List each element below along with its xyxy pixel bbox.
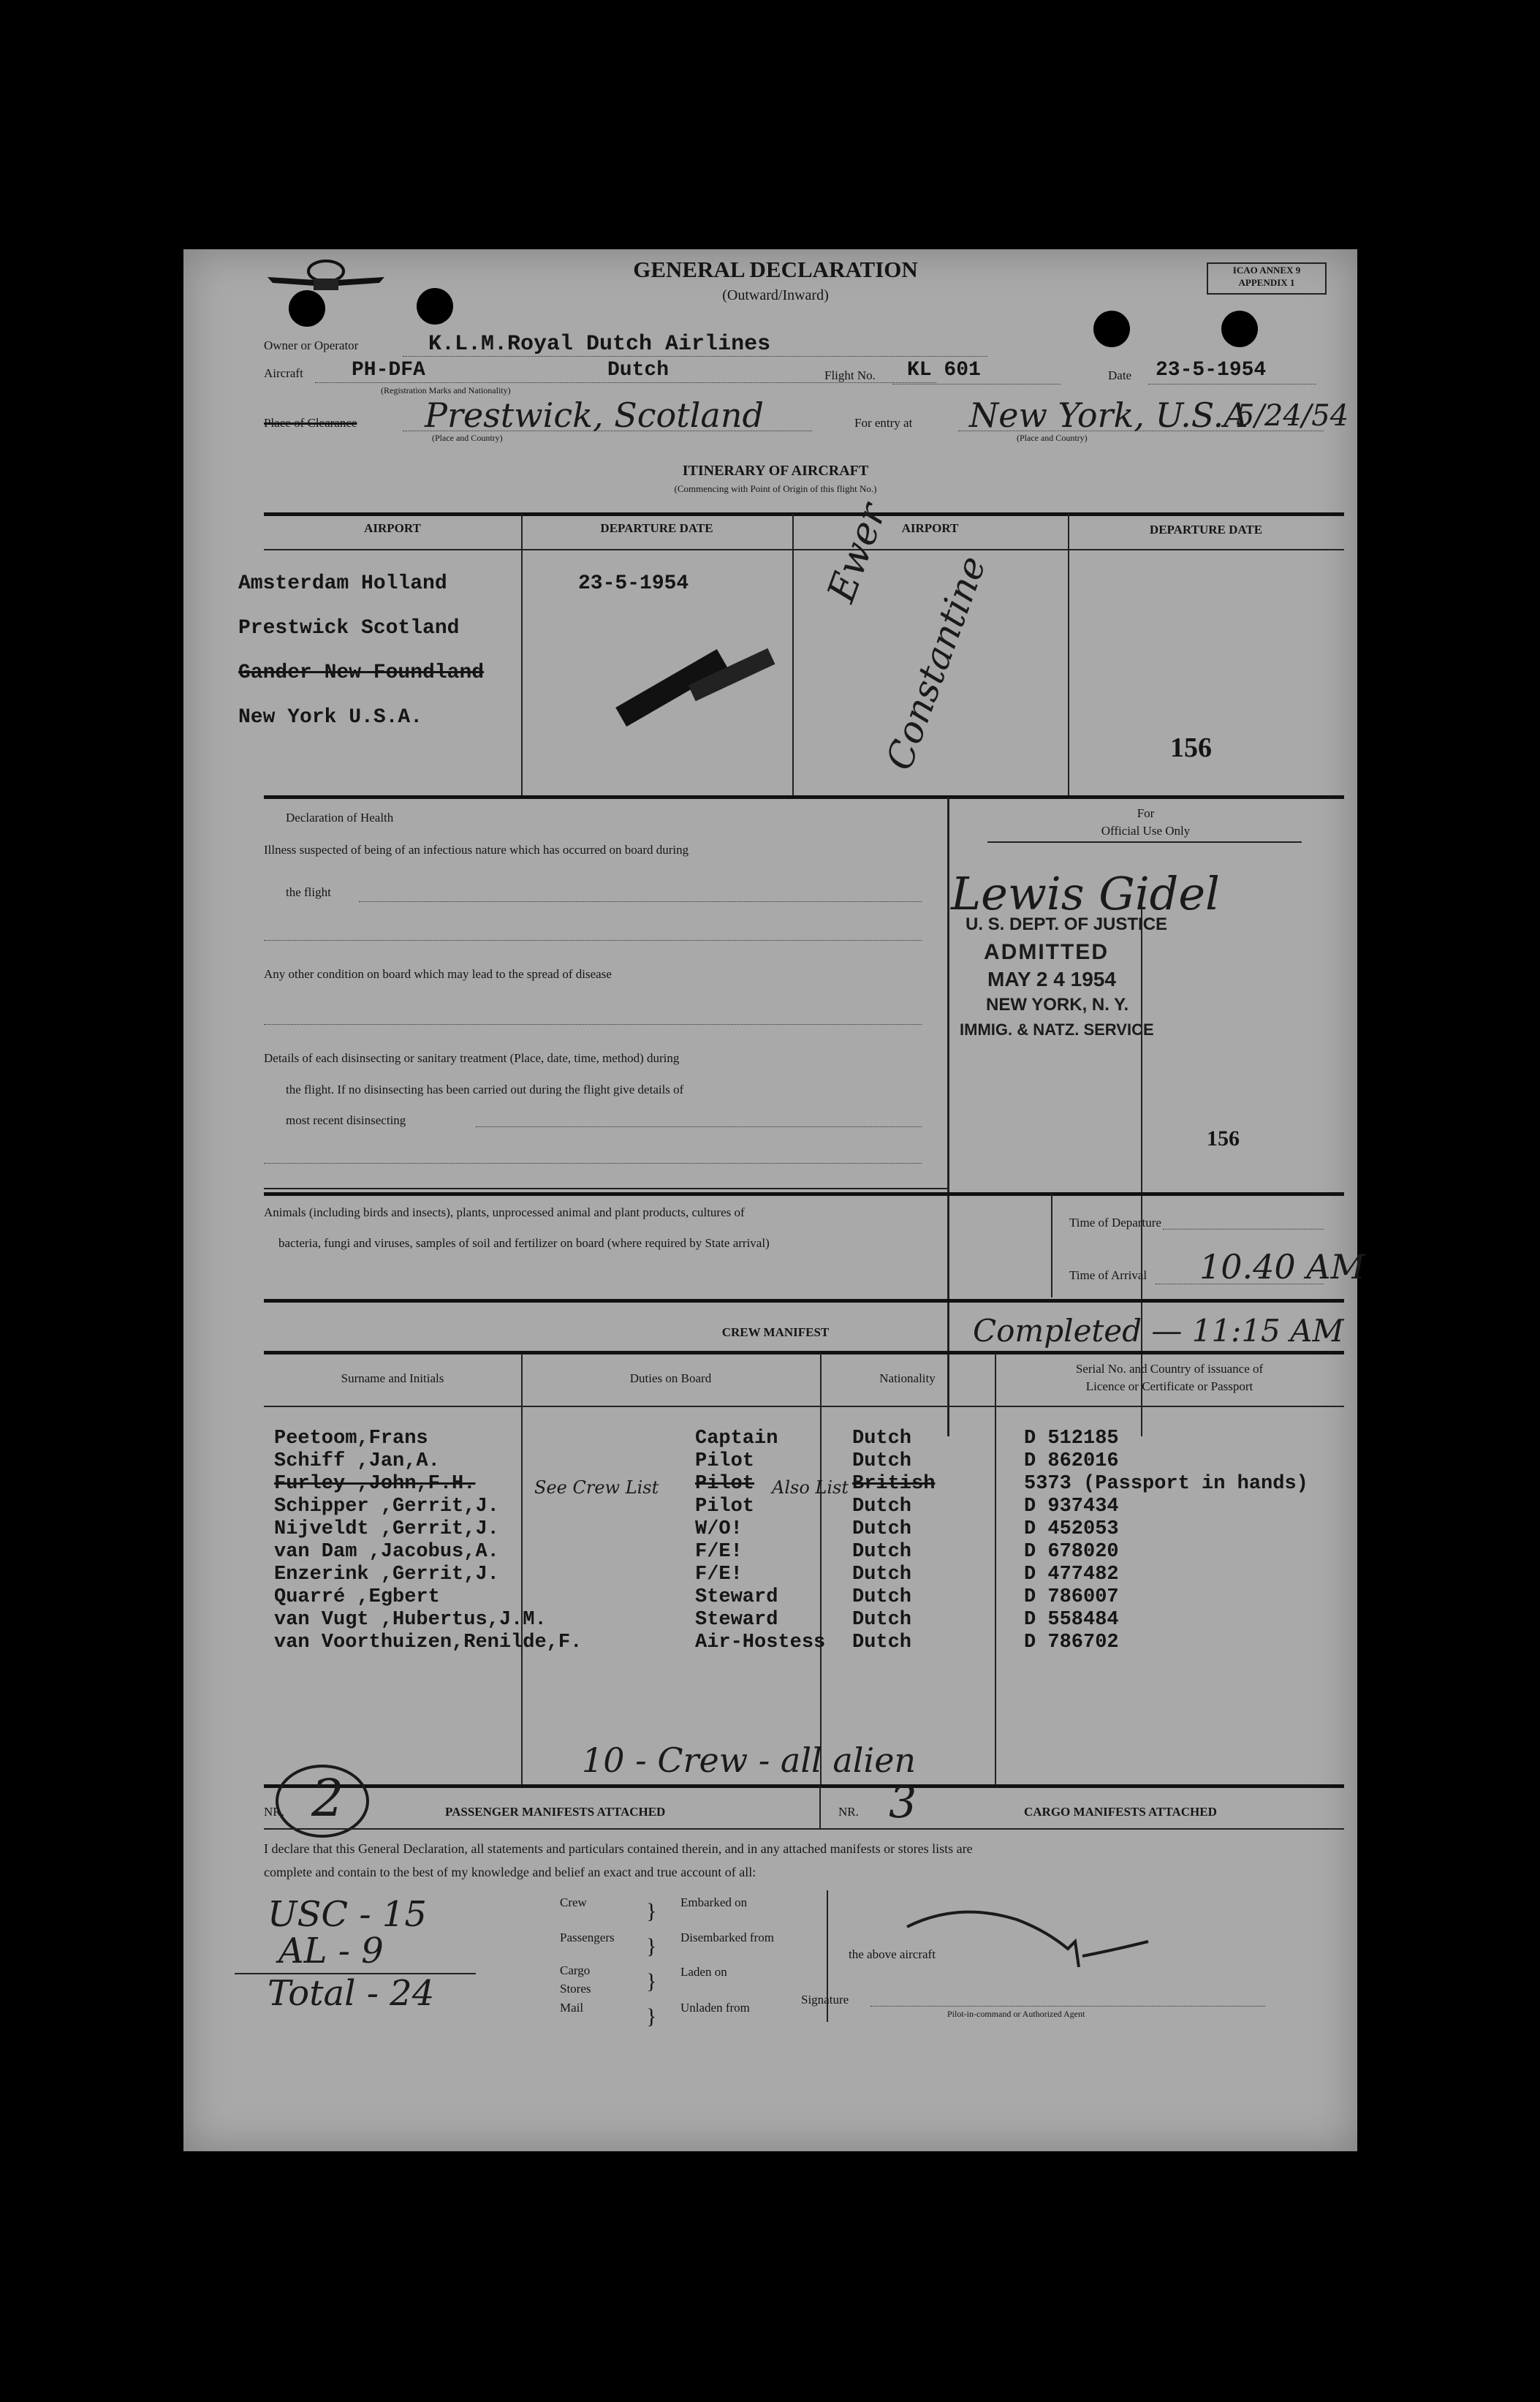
- crew-duty: Pilot: [695, 1496, 755, 1518]
- crew-nationality: Dutch: [852, 1428, 912, 1450]
- passenger-nr-value: 2: [311, 1768, 344, 1828]
- tally-al: AL - 9: [278, 1931, 384, 1971]
- crew-document: D 786702: [1024, 1632, 1119, 1653]
- crew-document: D 786007: [1024, 1586, 1119, 1608]
- crew-document: D 937434: [1024, 1496, 1119, 1518]
- crew-name: van Voorthuizen,Renilde,F.: [274, 1632, 583, 1653]
- circled-number-icon: [264, 1759, 373, 1846]
- crew-nationality: Dutch: [852, 1541, 912, 1563]
- page-number: 156: [1170, 732, 1212, 763]
- crew-document: D 558484: [1024, 1609, 1119, 1631]
- aircraft-sublabel: (Registration Marks and Nationality): [381, 385, 511, 395]
- crew-duty: Pilot: [695, 1473, 755, 1495]
- punch-hole: [1221, 311, 1258, 347]
- stamp-line-1: U. S. DEPT. OF JUSTICE: [966, 914, 1168, 934]
- declaration-action-disembarked: Disembarked from: [680, 1931, 774, 1944]
- health-line-1: Illness suspected of being of an infectious nature which has occurred on board during: [264, 843, 689, 857]
- signature-label: Signature: [801, 1993, 849, 2007]
- crew-name: Enzerink ,Gerrit,J.: [274, 1564, 499, 1585]
- crew-nationality: Dutch: [852, 1564, 912, 1585]
- crew-document: D 678020: [1024, 1541, 1119, 1563]
- icao-box-line-2: APPENDIX 1: [1238, 277, 1295, 288]
- stamp-line-4: NEW YORK, N. Y.: [986, 995, 1129, 1015]
- declaration-item-mail: Mail: [560, 2001, 584, 2015]
- punch-hole: [417, 288, 453, 325]
- form-title: GENERAL DECLARATION: [633, 257, 918, 282]
- crew-nationality: Dutch: [852, 1632, 912, 1653]
- crew-name: van Dam ,Jacobus,A.: [274, 1541, 499, 1563]
- crew-nationality: Dutch: [852, 1450, 912, 1472]
- clearance-value: Prestwick, Scotland: [425, 395, 764, 435]
- crew-document: D 512185: [1024, 1428, 1119, 1450]
- bracket-glyphs: } } } }: [646, 1899, 657, 2028]
- flight-no-value: KL 601: [907, 359, 981, 382]
- departure-time-label: Time of Departure: [1069, 1216, 1161, 1230]
- declaration-action-unladen: Unladen from: [680, 2001, 750, 2015]
- stamp-line-3: MAY 2 4 1954: [987, 968, 1116, 990]
- completed-note: Completed — 11:15 AM: [973, 1313, 1344, 1349]
- arrival-time-label: Time of Arrival: [1069, 1268, 1148, 1282]
- flight-no-label: Flight No.: [824, 368, 876, 382]
- tally-usc: USC - 15: [268, 1894, 427, 1935]
- itinerary-airport-3: Gander New Foundland: [238, 662, 485, 684]
- crew-nationality: Dutch: [852, 1609, 912, 1631]
- itinerary-title: ITINERARY OF AIRCRAFT: [682, 463, 869, 479]
- crew-document: D 862016: [1024, 1450, 1119, 1472]
- declaration-action-embarked: Embarked on: [680, 1895, 748, 1909]
- declaration-action-laden: Laden on: [680, 1965, 727, 1979]
- see-crew-list-note: See Crew List: [534, 1477, 659, 1498]
- date-label: Date: [1108, 368, 1132, 382]
- crew-document: D 452053: [1024, 1518, 1119, 1540]
- crew-nationality: Dutch: [852, 1586, 912, 1608]
- crew-nationality: Dutch: [852, 1496, 912, 1518]
- clearance-label: Place of Clearance: [264, 416, 357, 430]
- crew-duty: Pilot: [695, 1450, 755, 1472]
- health-line-2: Any other condition on board which may lead to the spread of disease: [264, 967, 612, 981]
- stamp-line-5: IMMIG. & NATZ. SERVICE: [960, 1020, 1154, 1039]
- crew-header-nationality: Nationality: [879, 1371, 936, 1385]
- crew-header-serial-1: Serial No. and Country of issuance of: [1075, 1362, 1264, 1376]
- declaration-form: [183, 249, 1365, 2151]
- itinerary-airport-2: Prestwick Scotland: [238, 617, 460, 640]
- official-label-line-2: Official Use Only: [1101, 824, 1191, 838]
- owner-value: K.L.M.Royal Dutch Airlines: [428, 332, 771, 357]
- handwritten-name-2: Constantine: [878, 550, 995, 776]
- crew-summary: 10 - Crew - all alien: [582, 1740, 917, 1780]
- punch-hole: [1093, 311, 1130, 347]
- handwritten-name-1: Ewer: [819, 498, 895, 608]
- icao-box-line-1: ICAO ANNEX 9: [1232, 265, 1301, 276]
- crew-title: CREW MANIFEST: [721, 1325, 830, 1339]
- itinerary-subtitle: (Commencing with Point of Origin of this flight No.): [674, 483, 877, 494]
- crew-duty: Steward: [695, 1609, 778, 1631]
- declaration-item-passengers: Passengers: [560, 1931, 615, 1944]
- entry-value: New York, U.S.A: [969, 395, 1248, 435]
- official-signature: Lewis Gidel: [951, 867, 1220, 920]
- crew-document: D 477482: [1024, 1564, 1119, 1585]
- itinerary-date-1: 23-5-1954: [578, 572, 689, 595]
- signature-sublabel: Pilot-in-command or Authorized Agent: [947, 2009, 1085, 2019]
- cargo-manifests-label: CARGO MANIFESTS ATTACHED: [1024, 1805, 1217, 1819]
- crew-nationality: British: [852, 1473, 936, 1495]
- declaration-item-crew: Crew: [560, 1895, 587, 1909]
- crew-name: Peetoom,Frans: [274, 1428, 428, 1450]
- entry-sublabel: (Place and Country): [1017, 433, 1088, 443]
- crew-duty: F/E!: [695, 1564, 743, 1585]
- form-subtitle: (Outward/Inward): [722, 287, 829, 303]
- date-value: 23-5-1954: [1156, 359, 1267, 382]
- crew-header-name: Surname and Initials: [341, 1371, 444, 1385]
- declaration-text-1: I declare that this General Declaration, all statements and particulars contained therein, and in any attached manifests or stores lists are: [264, 1841, 973, 1856]
- crew-header-duties: Duties on Board: [629, 1371, 712, 1385]
- crew-name: Furley ,John,F.H.: [274, 1473, 476, 1495]
- crew-duty: F/E!: [695, 1541, 743, 1563]
- crew-name: Nijveldt ,Gerrit,J.: [274, 1518, 499, 1540]
- itinerary-airport-1: Amsterdam Holland: [238, 572, 447, 595]
- stamp-line-2: ADMITTED: [984, 940, 1109, 964]
- crew-name: Schiff ,Jan,A.: [274, 1450, 440, 1472]
- animals-line-1: Animals (including birds and insects), plants, unprocessed animal and plant products, cultures of: [264, 1205, 745, 1219]
- tally-total: Total - 24: [268, 1973, 435, 2014]
- itinerary-header-airport-1: AIRPORT: [364, 521, 421, 535]
- declaration-item-cargo: Cargo: [560, 1963, 591, 1977]
- pilot-signature: [900, 1898, 1265, 1985]
- crew-document: 5373 (Passport in hands): [1024, 1473, 1308, 1495]
- crew-name: van Vugt ,Hubertus,J.M.: [274, 1609, 547, 1631]
- above-aircraft-text: the above aircraft: [849, 1947, 936, 1961]
- declaration-text-2: complete and contain to the best of my knowledge and belief an exact and true account of all:: [264, 1865, 756, 1879]
- itinerary-header-date-1: DEPARTURE DATE: [600, 521, 713, 535]
- crew-name: Schipper ,Gerrit,J.: [274, 1496, 499, 1518]
- official-side-number: 156: [1207, 1126, 1240, 1151]
- owner-label: Owner or Operator: [264, 338, 359, 352]
- passenger-manifests-label: PASSENGER MANIFESTS ATTACHED: [445, 1805, 666, 1819]
- clearance-sublabel: (Place and Country): [432, 433, 503, 443]
- itinerary-header-date-2: DEPARTURE DATE: [1149, 523, 1263, 537]
- declaration-item-stores: Stores: [560, 1982, 591, 1996]
- aircraft-value: PH-DFA: [352, 359, 425, 382]
- crew-header-serial-2: Licence or Certificate or Passport: [1085, 1379, 1253, 1393]
- health-line-1b: the flight: [286, 885, 331, 899]
- cargo-nr-value: 3: [889, 1777, 917, 1828]
- health-line-3c: most recent disinsecting: [286, 1113, 406, 1127]
- entry-label: For entry at: [854, 416, 913, 430]
- also-list-note: Also List: [772, 1477, 849, 1498]
- passenger-nr-label: NR.: [264, 1805, 284, 1819]
- health-line-3b: the flight. If no disinsecting has been carried out during the flight give details of: [286, 1083, 684, 1096]
- itinerary-airport-4: New York U.S.A.: [238, 706, 423, 729]
- crew-duty: W/O!: [695, 1518, 743, 1540]
- winged-logo-icon: [264, 258, 388, 298]
- crew-duty: Air-Hostess: [695, 1632, 826, 1653]
- crew-nationality: Dutch: [852, 1518, 912, 1540]
- crew-duty: Captain: [695, 1428, 778, 1450]
- cargo-nr-label: NR.: [838, 1805, 859, 1819]
- arrival-time-value: 10.40 AM: [1199, 1247, 1365, 1287]
- itinerary-header-airport-2: AIRPORT: [901, 521, 959, 535]
- official-label-line-1: For: [1137, 806, 1155, 820]
- aircraft-nationality: Dutch: [607, 359, 670, 382]
- crew-duty: Steward: [695, 1586, 778, 1608]
- entry-annotation: 5/24/54: [1236, 399, 1349, 433]
- health-title: Declaration of Health: [286, 811, 394, 825]
- icao-box: [1207, 262, 1327, 295]
- animals-line-2: bacteria, fungi and viruses, samples of soil and fertilizer on board (where required by State arrival): [278, 1236, 770, 1250]
- crew-name: Quarré ,Egbert: [274, 1586, 440, 1608]
- aircraft-label: Aircraft: [264, 366, 303, 380]
- health-line-3: Details of each disinsecting or sanitary treatment (Place, date, time, method) during: [264, 1051, 680, 1065]
